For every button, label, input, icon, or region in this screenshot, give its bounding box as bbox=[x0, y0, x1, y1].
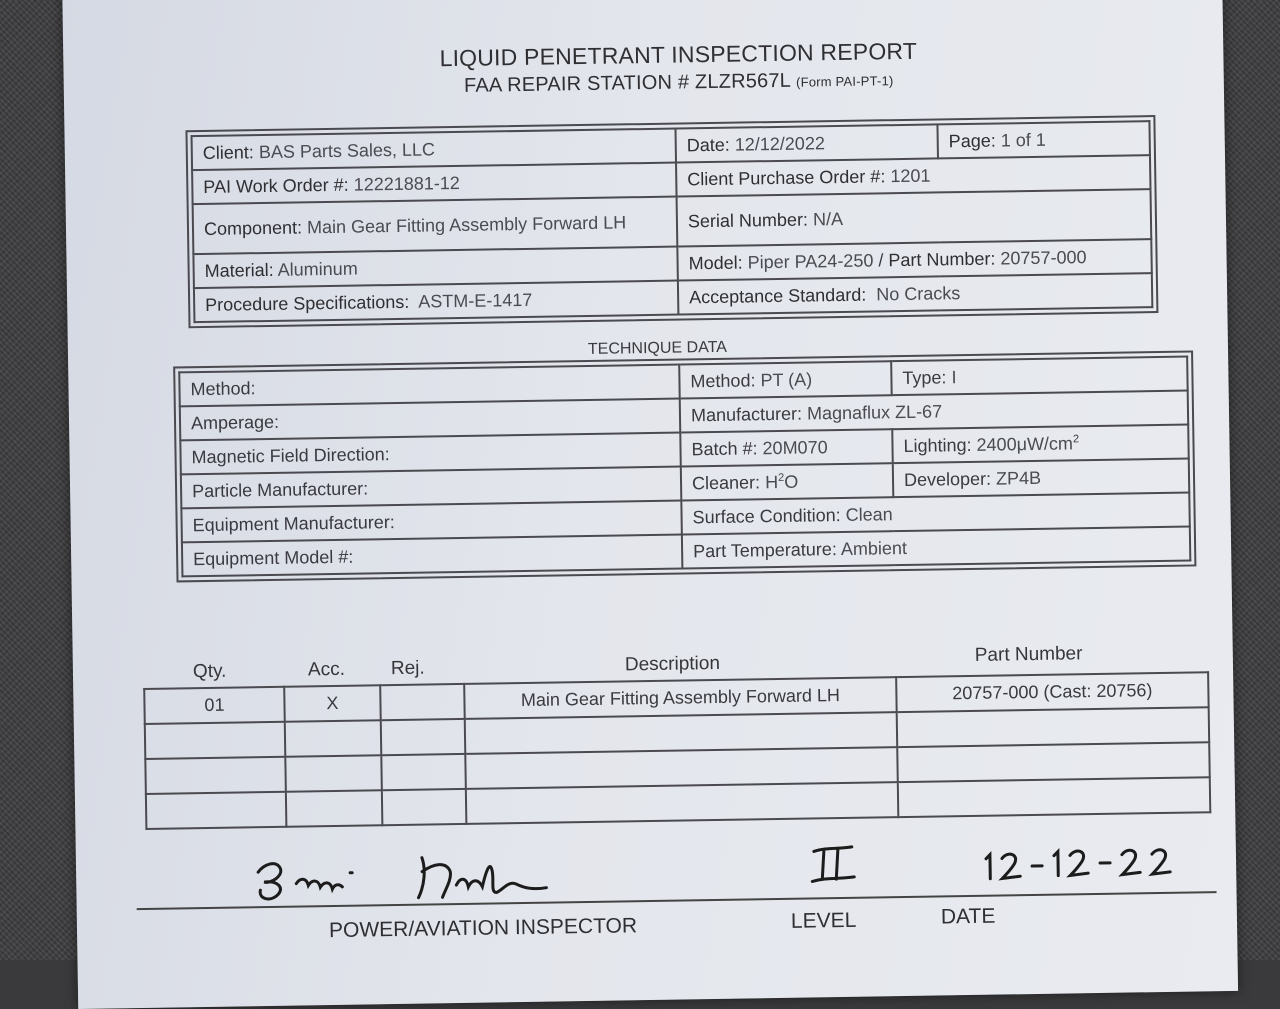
equipment-model-label: Equipment Model #: bbox=[182, 535, 682, 577]
batch-value: 20M070 bbox=[762, 436, 828, 458]
amperage-label: Amperage: bbox=[180, 399, 680, 441]
acc-header: Acc. bbox=[307, 658, 346, 681]
date-handwritten bbox=[976, 838, 1177, 891]
client-cell: Client: BAS Parts Sales, LLC bbox=[192, 129, 676, 171]
station-number: FAA REPAIR STATION # ZLZR567L bbox=[463, 69, 791, 97]
report-sheet bbox=[62, 0, 1238, 1009]
manufacturer-cell: Manufacturer: Magnaflux ZL-67 bbox=[680, 391, 1188, 433]
page-cell: Page: 1 of 1 bbox=[937, 121, 1150, 158]
acceptance-cell: Acceptance Standard: No Cracks bbox=[678, 273, 1152, 314]
lighting-value: 2400μW/cm bbox=[976, 432, 1074, 455]
po-cell: Client Purchase Order #: 1201 bbox=[676, 155, 1150, 196]
surface-condition-cell: Surface Condition: Clean bbox=[681, 493, 1189, 535]
equipment-manufacturer-label: Equipment Manufacturer: bbox=[181, 501, 681, 543]
client-info-table bbox=[191, 120, 1154, 323]
report-title: LIQUID PENETRANT INSPECTION REPORT bbox=[439, 37, 918, 72]
type-value: I bbox=[951, 366, 957, 387]
part-temperature-cell: Part Temperature: Ambient bbox=[682, 527, 1190, 569]
items-table bbox=[143, 671, 1211, 830]
row1-part-number: 20757-000 (Cast: 20756) bbox=[896, 672, 1209, 712]
material-cell: Material: Aluminum bbox=[193, 247, 677, 289]
client-value: BAS Parts Sales, LLC bbox=[258, 138, 436, 162]
level-handwritten bbox=[806, 841, 867, 892]
type-cell: Type: I bbox=[891, 357, 1187, 396]
row1-qty: 01 bbox=[144, 687, 285, 724]
technique-data-heading: TECHNIQUE DATA bbox=[587, 338, 728, 358]
row1-rej bbox=[380, 684, 465, 720]
model-cell: Model: Piper PA24-250 / Part Number: 20757-000 bbox=[677, 239, 1151, 280]
method-label: Method: bbox=[179, 365, 679, 407]
cleaner-cell: Cleaner: $H^2O$ bbox=[681, 463, 894, 500]
batch-cell: Batch #: 20M070 bbox=[680, 429, 893, 466]
form-number: (Form PAI-PT-1) bbox=[795, 73, 894, 90]
rej-header: Rej. bbox=[390, 657, 425, 680]
procedure-cell: Procedure Specifications: ASTM-E-1417 bbox=[194, 281, 678, 323]
model-value: Piper PA24-250 bbox=[747, 249, 874, 272]
technique-table bbox=[178, 356, 1191, 578]
level-label: LEVEL bbox=[790, 908, 857, 933]
work-order-cell: PAI Work Order #: 12221881-12 bbox=[192, 163, 676, 205]
row1-description: Main Gear Fitting Assembly Forward LH bbox=[464, 677, 896, 719]
work-order-value: 12221881-12 bbox=[353, 172, 460, 195]
material-value: Aluminum bbox=[277, 258, 358, 280]
description-header: Description bbox=[624, 652, 721, 676]
component-value: Main Gear Fitting Assembly Forward LH bbox=[306, 212, 627, 238]
po-value: 1201 bbox=[890, 165, 931, 186]
qty-header: Qty. bbox=[192, 660, 227, 683]
part-value: 20757-000 bbox=[1000, 246, 1087, 268]
lighting-cell: Lighting: $2400\mu W/cm^2$ bbox=[892, 425, 1188, 464]
serial-value: N/A bbox=[812, 208, 844, 229]
page-value: 1 of 1 bbox=[1000, 129, 1046, 150]
date-cell: Date: 12/12/2022 bbox=[675, 124, 938, 162]
procedure-value: ASTM-E-1417 bbox=[418, 289, 533, 312]
part-number-header: Part Number bbox=[974, 643, 1083, 666]
surface-condition-value: Clean bbox=[845, 503, 893, 525]
cleaner-value: $H^2O$ bbox=[764, 471, 799, 492]
method-pt-value: PT (A) bbox=[760, 368, 813, 390]
inspector-label: POWER/AVIATION INSPECTOR bbox=[328, 914, 638, 943]
date-label: DATE bbox=[940, 904, 996, 929]
manufacturer-value: Magnaflux ZL-67 bbox=[806, 400, 943, 424]
magnetic-field-label: Magnetic Field Direction: bbox=[180, 433, 680, 475]
serial-cell: Serial Number: N/A bbox=[677, 189, 1152, 246]
part-temperature-value: Ambient bbox=[840, 537, 908, 559]
date-value: 12/12/2022 bbox=[734, 132, 826, 155]
developer-cell: Developer: ZP4B bbox=[893, 459, 1189, 498]
particle-manufacturer-label: Particle Manufacturer: bbox=[181, 467, 681, 509]
acceptance-value: No Cracks bbox=[876, 282, 961, 304]
component-cell: Component: Main Gear Fitting Assembly Forward LH bbox=[193, 197, 678, 255]
row1-acc: X bbox=[284, 685, 381, 722]
developer-value: ZP4B bbox=[995, 467, 1042, 489]
method-pt-cell: Method: PT (A) bbox=[679, 361, 892, 398]
